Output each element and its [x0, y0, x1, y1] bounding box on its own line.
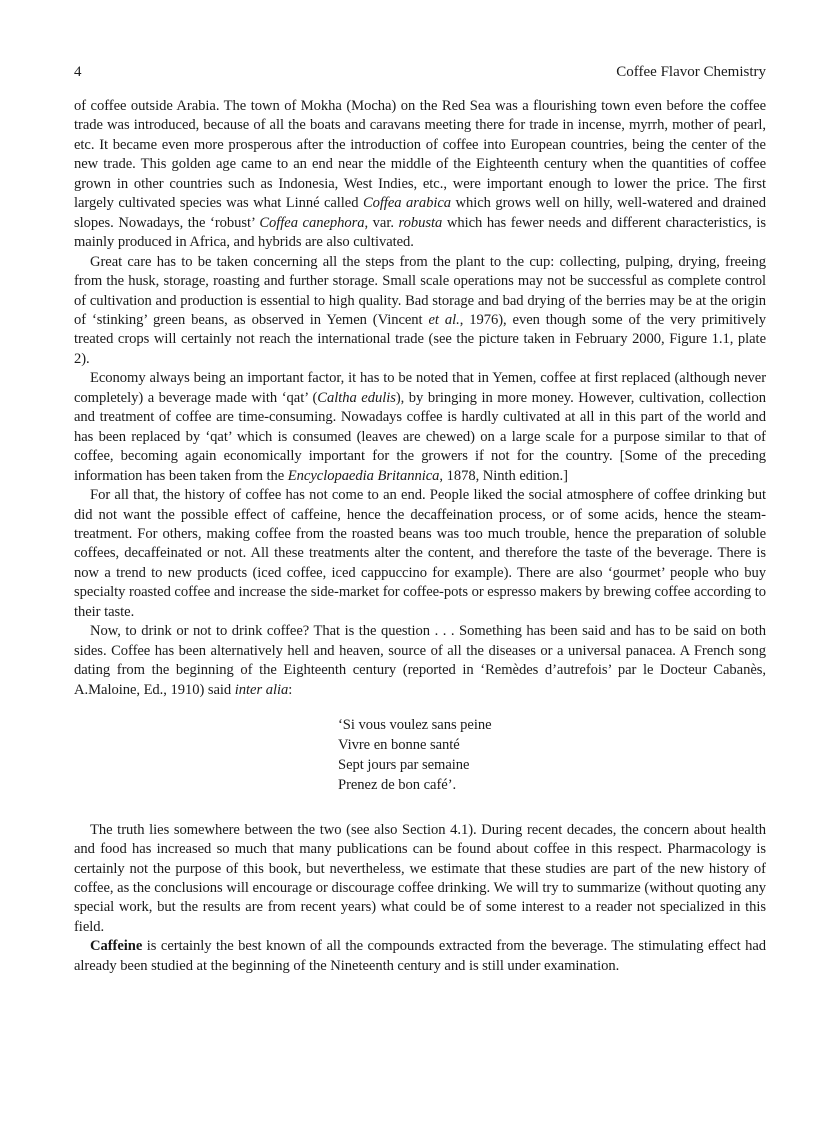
text-run: Great care has to be taken concerning all the steps from the plant to the cup: collecting, pulping, drying, freeing from the husk, storage, roasting and further storage. Small scale operations may not be successful as complete control of cultivation and production is essential to high quality. Bad storage and bad drying of the berries may be at the origin of ‘stinking’ green beans, as observed in Yemen (Vincent	[74, 253, 766, 328]
text-run: , 1976), even though some of the very primitively treated crops will certainly not reach the international trade (see the picture taken in February 2000, Figure 1.1, plate 2).	[74, 311, 766, 367]
text-run: of coffee outside Arabia. The town of Mokha (Mocha) on the Red Sea was a flourishing town even before the coffee trade was introduced, because of all the boats and caravans meeting there for trade in incense, myrrh, mother of pearl, etc. It became even more prosperous after the introduction of coffee into European countries, being the center of the new trade. This golden age came to an end near the middle of the Eighteenth century when the quantities of coffee grown in other countries such as Indonesia, West Indies, etc., were important enough to lower the price. The first largely cultivated species was what Linné called	[74, 98, 766, 212]
poem-line: ‘Si vous voulez sans peine	[338, 717, 492, 734]
italic-term: Coffea canephora	[259, 214, 365, 231]
text-run: , 1878, Ninth edition.]	[439, 467, 568, 484]
italic-term: Caltha edulis	[317, 389, 396, 406]
text-run: The truth lies somewhere between the two (see also Section 4.1). During recent decades, the concern about health and food has increased so much that many publications can be found about coffee in this respect. Pharmacology is certainly not the purpose of this book, but nevertheless, we estimate that these studies are part of the new history of coffee, as the conclusions will encourage or discourage coffee drinking. We will try to summarize (without quoting any special work, but the results are from recent years) what could be of some interest to a reader not specialized in this field.	[74, 821, 766, 935]
paragraph-modern-treatments	[74, 486, 766, 622]
text-run: is certainly the best known of all the compounds extracted from the beverage. The stimulating effect had already been studied at the beginning of the Nineteenth century and is still under examination.	[74, 938, 766, 974]
running-header	[74, 62, 766, 82]
french-song-quote	[338, 716, 766, 796]
italic-term: robusta	[398, 214, 443, 231]
text-run: Economy always being an important factor, it has to be noted that in Yemen, coffee at first replaced (although never completely) a beverage made with ‘qat’ (	[74, 370, 766, 406]
body-text	[74, 97, 766, 976]
text-run: :	[288, 681, 293, 698]
italic-term: Encyclopaedia Britannica	[287, 467, 440, 484]
paragraph-mokha-history	[74, 97, 766, 253]
text-run: For all that, the history of coffee has not come to an end. People liked the social atmosphere of coffee drinking but did not want the possible effect of caffeine, hence the decaffeination process, or of some acids, hence the steam-treatment. For others, making coffee from the roasted beans was too much trouble, hence the preparation of soluble coffees, decaffeinated or not. All these treatments alter the content, and therefore the taste of the beverage. There is now a trend to new products (iced coffee, iced cappuccino for example). There are also ‘gourmet’ people who buy specialty roasted coffee and increase the side-market for coffee-pots or espresso makers by brewing coffee according to their taste.	[74, 487, 766, 620]
paragraph-drink-or-not	[74, 622, 766, 700]
italic-term: et al.	[428, 311, 460, 328]
book-page	[74, 62, 766, 976]
paragraph-processing-steps	[74, 253, 766, 370]
poem-line: Vivre en bonne santé	[338, 736, 460, 753]
text-run: which has fewer needs and different characteristics, is mainly produced in Africa, and hybrids are also cultivated.	[74, 214, 766, 251]
paragraph-health-concern	[74, 821, 766, 938]
book-title: Coffee Flavor Chemistry	[616, 64, 766, 80]
text-run: which grows well on hilly, well-watered and drained slopes. Nowadays, the ‘robust’	[74, 195, 766, 231]
poem-line: Prenez de bon café’.	[338, 776, 457, 793]
text-run: , var.	[364, 214, 399, 231]
italic-term: inter alia	[234, 681, 289, 698]
text-run: Now, to drink or not to drink coffee? That is the question . . . Something has been said and has to be said on both sides. Coffee has been alternatively hell and heaven, source of all the diseases or a universal panacea. A French song dating from the beginning of the Eighteenth century (reported in ‘Remèdes d’autrefois’ par le Docteur Cabanès, A.Maloine, Ed., 1910) said	[74, 623, 766, 698]
text-run: ), by bringing in more money. However, cultivation, collection and treatment of coffee are time-consuming. Nowadays coffee is hardly cultivated at all in this part of the world and has been replaced by ‘qat’ which is consumed (leaves are chewed) on a large scale for a purpose similar to that of coffee, becoming again economically important for the growers if not for the country. [Some of the preceding information has been taken from the	[74, 389, 766, 484]
bold-term: Caffeine	[90, 938, 143, 955]
poem-line: Sept jours par semaine	[338, 756, 470, 773]
page-number: 4	[74, 64, 82, 80]
italic-term: Coffea arabica	[362, 195, 452, 212]
paragraph-caffeine	[74, 937, 766, 976]
paragraph-yemen-economy	[74, 369, 766, 486]
